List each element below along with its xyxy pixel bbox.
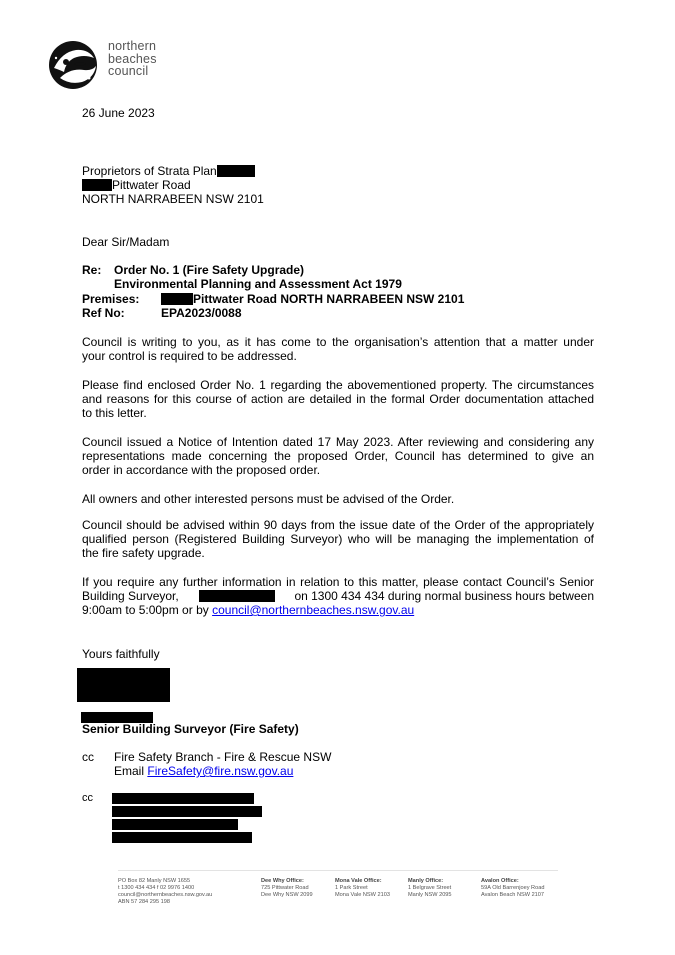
footer-manly-office: Manly Office: 1 Belgrave Street Manly NSW 2095 [408,878,452,898]
redacted-cc-line-3 [112,819,238,830]
ref-label: Ref No: [82,306,125,320]
paragraph-2: Please find enclosed Order No. 1 regarding the abovementioned property. The circumstances and reasons for this course of action are detailed in the formal Order documentation attached to this letter. [82,378,594,420]
council-email-link[interactable]: council@northernbeaches.nsw.gov.au [212,603,415,617]
footer-dee-why-office: Dee Why Office: 725 Pittwater Road Dee Why NSW 2099 [261,878,313,898]
re-line-1: Order No. 1 (Fire Safety Upgrade) [114,263,305,277]
cc-recipient-1-email-line: Email FireSafety@fire.nsw.gov.au [114,764,294,778]
signatory-title: Senior Building Surveyor (Fire Safety) [82,722,299,736]
premises-label: Premises: [82,292,140,306]
paragraph-1: Council is writing to you, as it has come to the organisation’s attention that a matter under your control is required to be addressed. [82,335,594,363]
paragraph-3: Council issued a Notice of Intention dated 17 May 2023. After reviewing and considering any representations made concerning the proposed Order, Council has determined to give an order in accordance with the proposed order. [82,435,594,477]
redacted-block [217,165,255,177]
cc-label: cc [82,750,94,764]
ref-value: EPA2023/0088 [161,306,242,320]
paragraph-5: Council should be advised within 90 days from the issue date of the Order of the appropriately qualified person (Registered Building Surveyor) who will be managing the implementation of the fire safety upgrade. [82,518,594,560]
redacted-block [161,293,193,305]
paragraph-4: All owners and other interested persons must be advised of the Order. [82,492,455,506]
paragraph-6: If you require any further information in relation to this matter, please contact Council’s Senior Building Surveyor, on 1300 434 434 during normal business hours between 9:00am to 5:00pm or by council@northernbeaches.nsw.gov.au [82,575,594,617]
redacted-cc-line-1 [112,793,254,804]
redacted-cc-line-2 [112,806,262,817]
redacted-block [199,590,275,602]
redacted-signature [77,668,170,702]
address-line-3: NORTH NARRABEEN NSW 2101 [82,192,264,206]
address-line-1: Proprietors of Strata Plan [82,164,255,178]
salutation: Dear Sir/Madam [82,235,170,249]
council-logo-emblem [44,38,104,92]
closing: Yours faithfully [82,647,160,661]
premises-value: Pittwater Road NORTH NARRABEEN NSW 2101 [161,292,464,306]
re-label: Re: [82,263,102,277]
footer-avalon-office: Avalon Office: 59A Old Barrenjoey Road Avalon Beach NSW 2107 [481,878,545,898]
cc-recipient-1: Fire Safety Branch - Fire & Rescue NSW [114,750,332,764]
footer-divider [118,870,558,871]
footer-mona-vale-office: Mona Vale Office: 1 Park Street Mona Vale NSW 2103 [335,878,390,898]
re-line-2: Environmental Planning and Assessment Act 1979 [114,277,402,291]
council-logo-wordmark: northern beaches council [108,39,157,78]
fire-safety-email-link[interactable]: FireSafety@fire.nsw.gov.au [147,764,294,778]
address-line-2: Pittwater Road [82,178,191,192]
redacted-block [82,179,112,191]
cc-label-2: cc [82,792,93,804]
redacted-cc-line-4 [112,832,252,843]
letter-date: 26 June 2023 [82,106,155,120]
footer-contact: PO Box 82 Manly NSW 1655 t 1300 434 434 f 02 9976 1400 council@northernbeaches.nsw.gov.au ABN 57 284 295 198 [118,878,213,905]
